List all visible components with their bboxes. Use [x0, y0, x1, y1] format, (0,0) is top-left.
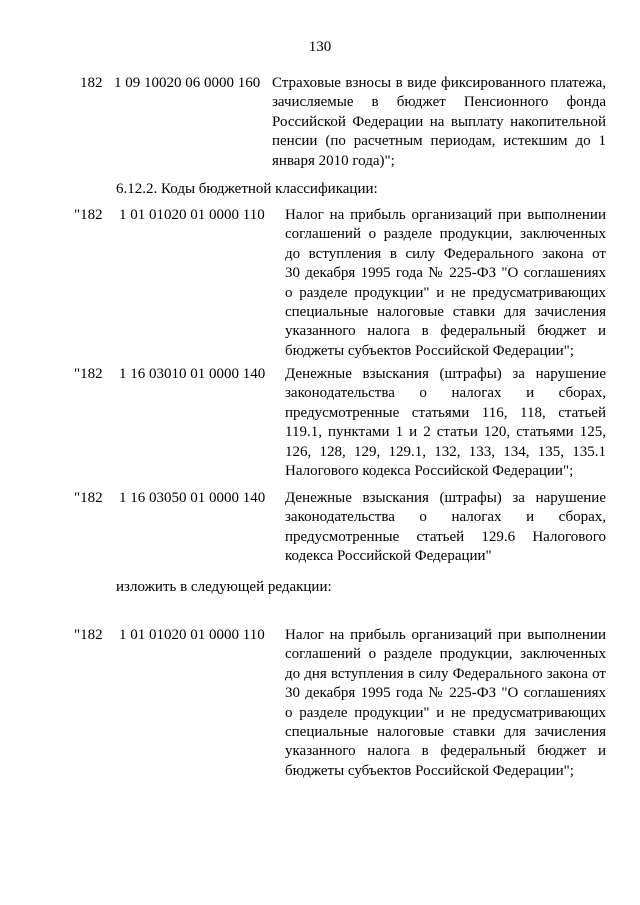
- description-line: до дня вступления в силу Федерального закона от: [285, 665, 606, 682]
- kbk-description: [272, 74, 606, 171]
- description-line: 119.1, пунктами 1 и 2 статьи 120, статьями 125,: [285, 424, 606, 441]
- kbk-code: 1 01 01020 01 0000 110: [119, 627, 265, 643]
- description-line: соглашений о разделе продукции, заключенных: [285, 226, 606, 243]
- description-line: 126, 128, 129, 129.1, 132, 133, 134, 135, 135.1: [285, 443, 606, 460]
- description-line: предусмотренные статьей 129.6 Налогового: [285, 528, 606, 545]
- description-line: Страховые взносы в виде фиксированного платежа,: [272, 75, 606, 91]
- description-line: предусмотренные статьями 116, 118, статьей: [285, 404, 606, 421]
- kbk-description: [285, 489, 606, 567]
- description-line: Российской Федерации на выплату накопительной: [272, 113, 606, 130]
- description-line: законодательства о налогах и сборах,: [285, 385, 606, 402]
- page-number: 130: [308, 39, 332, 55]
- description-line: соглашений о разделе продукции, заключенных: [285, 646, 606, 663]
- description-line: законодательства о налогах и сборах,: [285, 509, 606, 526]
- kbk-description: [285, 626, 606, 781]
- instruction-text: изложить в следующей редакции:: [116, 579, 332, 595]
- description-line: 30 декабря 1995 года № 225-ФЗ "О соглашениях: [285, 265, 606, 282]
- description-line: кодекса Российской Федерации": [285, 548, 492, 565]
- admin-code: "182: [74, 490, 103, 506]
- admin-code: "182: [74, 207, 103, 223]
- description-line: Денежные взыскания (штрафы) за нарушение: [285, 366, 606, 382]
- description-line: до вступления в силу Федерального закона от: [285, 245, 606, 262]
- description-line: Налог на прибыль организаций при выполнении: [285, 627, 606, 643]
- kbk-code: 1 01 01020 01 0000 110: [119, 207, 265, 223]
- description-line: Налог на прибыль организаций при выполнении: [285, 207, 606, 223]
- description-line: января 2010 года)";: [272, 152, 395, 169]
- description-line: зачисляемые в бюджет Пенсионного фонда: [272, 94, 606, 111]
- description-line: 30 декабря 1995 года № 225-ФЗ "О соглашениях: [285, 685, 606, 702]
- description-line: бюджеты субъектов Российской Федерации";: [285, 762, 574, 779]
- description-line: Налогового кодекса Российской Федерации";: [285, 463, 574, 480]
- description-line: специальные налоговые ставки для зачисления: [285, 304, 606, 321]
- description-line: бюджеты субъектов Российской Федерации";: [285, 342, 574, 359]
- admin-code: 182: [80, 75, 103, 91]
- description-line: пенсии (по расчетным периодам, истекшим до 1: [272, 133, 606, 150]
- admin-code: "182: [74, 366, 103, 382]
- description-line: специальные налоговые ставки для зачисления: [285, 724, 606, 741]
- kbk-code: 1 16 03050 01 0000 140: [119, 490, 266, 506]
- kbk-description: [285, 365, 606, 481]
- description-line: о разделе продукции" и не предусматривающих: [285, 284, 606, 301]
- description-line: Денежные взыскания (штрафы) за нарушение: [285, 490, 606, 506]
- kbk-description: [285, 206, 606, 361]
- description-line: о разделе продукции" и не предусматривающих: [285, 704, 606, 721]
- description-line: указанного налога в федеральный бюджет и: [285, 323, 606, 340]
- kbk-code: 1 09 10020 06 0000 160: [114, 75, 261, 91]
- description-line: указанного налога в федеральный бюджет и: [285, 743, 606, 760]
- admin-code: "182: [74, 627, 103, 643]
- kbk-code: 1 16 03010 01 0000 140: [119, 366, 266, 382]
- section-heading: 6.12.2. Коды бюджетной классификации:: [116, 181, 378, 197]
